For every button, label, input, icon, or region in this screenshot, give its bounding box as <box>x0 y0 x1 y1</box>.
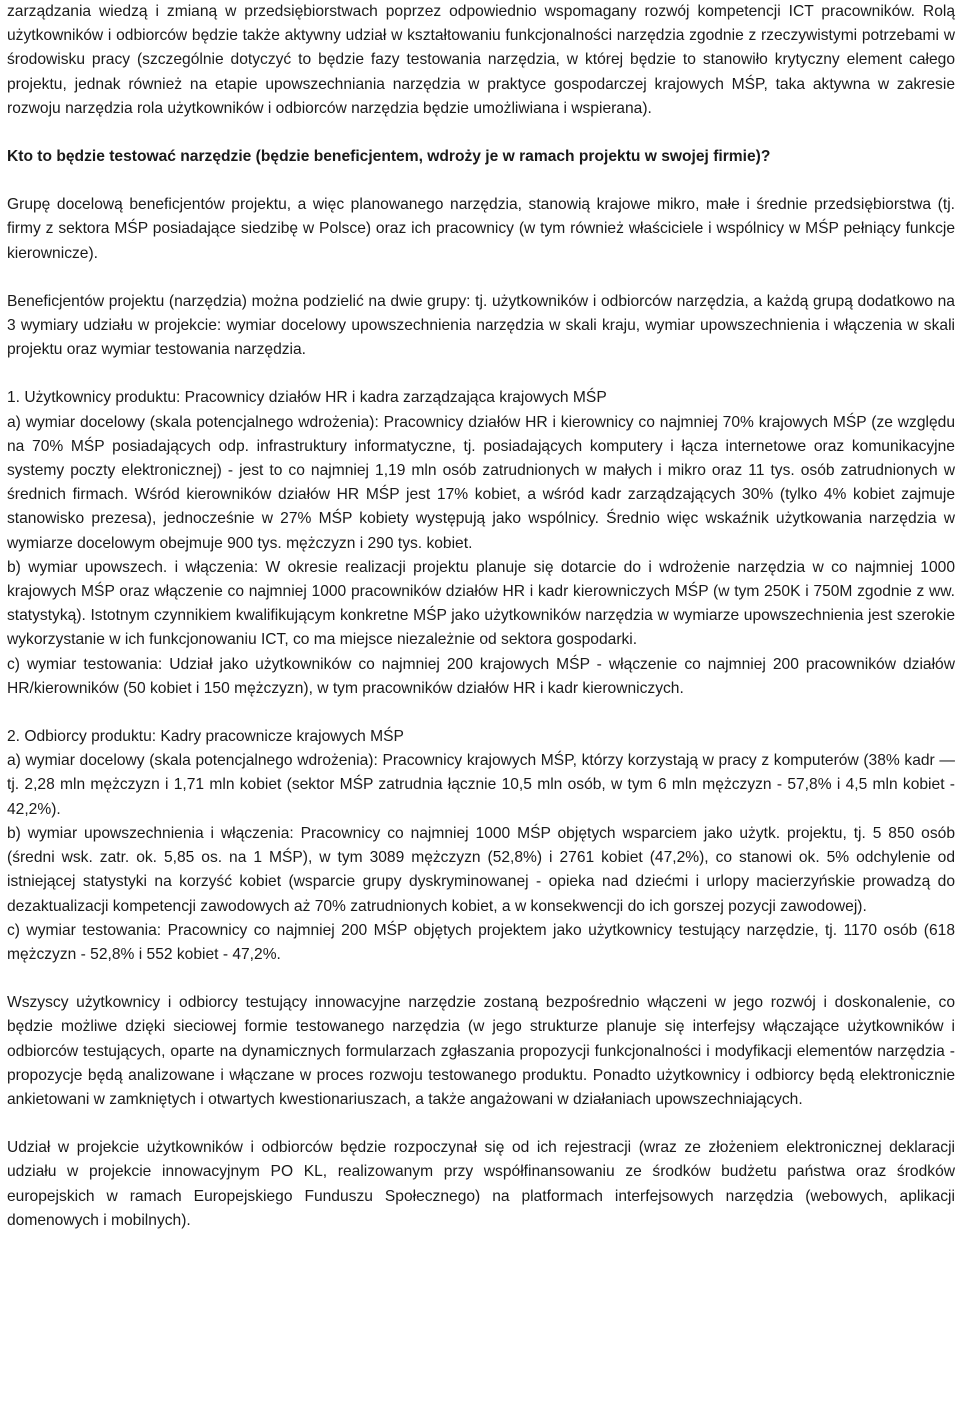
spacer <box>7 701 955 725</box>
spacer <box>7 169 955 193</box>
spacer <box>7 967 955 991</box>
spacer <box>7 362 955 386</box>
groups-paragraph: Beneficjentów projektu (narzędzia) można podzielić na dwie grupy: tj. użytkowników i odbiorców narzędzia, a każdą grupą dodatkowo na 3 wymiary udziału w projekcie: wymiar docelowy upowszechnienia narzędzia w skali kraju, wymiar upowszechnienia i włączenia w skali projektu oraz wymiar testowania narzędzia. <box>7 292 955 359</box>
all-users-paragraph: Wszyscy użytkownicy i odbiorcy testujący innowacyjne narzędzie zostaną bezpośrednio włączeni w jego rozwój i doskonalenie, co będzie możliwe dzięki sieciowej formie testowanego narzędzia (w jego strukturze planuje się interfejsy włączające użytkowników i odbiorców testujących, oparte na dynamicznych formularzach zgłaszania propozycji funkcjonalności i modyfikacji elementów narzędzia - propozycje będą analizowane i włączane w proces rozwoju testowanego produktu. Ponadto użytkownicy i odbiorcy będą elektronicznie ankietowani w zamkniętych i otwartych kwestionariuszach, a także angażowani w działaniach upowszechniających. <box>7 994 955 1108</box>
question-heading: Kto to będzie testować narzędzie (będzie beneficjentem, wdroży je w ramach projektu w swojej firmie)? <box>7 148 771 166</box>
users-dimension-c: c) wymiar testowania: Udział jako użytkowników co najmniej 200 krajowych MŚP - włączenie co najmniej 200 pracowników działów HR/kierowników (50 kobiet i 150 mężczyzn), w tym pracowników działów HR i kadr kierowniczych. <box>7 655 955 697</box>
spacer <box>7 1112 955 1136</box>
users-dimension-b: b) wymiar upowszech. i włączenia: W okresie realizacji projektu planuje się dotarcie do i wdrożenie narzędzia w co najmniej 1000 krajowych MŚP oraz włączenie co najmniej 1000 pracowników działów HR i kadr kierowniczych MŚP (w tym 250K i 750M zgodnie z ww. statystyką). Istotnym czynnikiem kwalifikującym konkretne MŚP jako użytkowników narzędzia w wymiarze upowszechnienia jest szerokie wykorzystanie w ich funkcjonowaniu ICT, co ma miejsce niezależnie od sektora gospodarki. <box>7 558 955 649</box>
spacer <box>7 266 955 290</box>
users-heading: 1. Użytkownicy produktu: Pracownicy działów HR i kadra zarządzająca krajowych MŚP <box>7 389 607 407</box>
spacer <box>7 121 955 145</box>
recipients-dimension-a: a) wymiar docelowy (skala potencjalnego wdrożenia): Pracownicy krajowych MŚP, którzy korzystają w pracy z komputerów (38% kadr — tj. 2,28 mln mężczyzn i 1,71 mln kobiet (sektor MŚP zatrudnia łącznie 10,5 mln osób, w tym 6 mln mężczyzn - 57,8% i 4,5 mln kobiet - 42,2%). <box>7 752 955 818</box>
document-page <box>7 0 955 1233</box>
recipients-dimension-c: c) wymiar testowania: Pracownicy co najmniej 200 MŚP objętych projektem jako użytkownicy testujący narzędzie, tj. 1170 osób (618 mężczyzn - 52,8% i 552 kobiet - 47,2%. <box>7 921 955 963</box>
users-dimension-a: a) wymiar docelowy (skala potencjalnego wdrożenia): Pracownicy działów HR i kierownicy co najmniej 70% krajowych MŚP (ze względu na 70% MŚP posiadających odp. infrastruktury informatyczne, tj. posiadających komputery i łącza internetowe oraz komunikacyjne systemy poczty elektronicznej) - jest to co najmniej 1,19 mln osób zatrudnionych w małych i mikro oraz 11 tys. osób zatrudnionych w średnich firmach. Wśród kierowników działów HR MŚP jest 17% kobiet, a wśród kadr zarządzających 30% (tylko 4% kobiet zajmuje stanowisko prezesa), jednocześnie w 27% MŚP kobiety występują jako wspólnicy. Średnio więc wskaźnik użytkowania narzędzia w wymiarze docelowym obejmuje 900 tys. mężczyzn i 290 tys. kobiet. <box>7 413 955 552</box>
recipients-heading: 2. Odbiorcy produktu: Kadry pracownicze krajowych MŚP <box>7 728 404 746</box>
participation-paragraph: Udział w projekcie użytkowników i odbiorców będzie rozpoczynał się od ich rejestracji (wraz ze złożeniem elektronicznej deklaracji udziału w projekcie innowacyjnym PO KL, realizowanym przy współfinansowaniu ze środków budżetu państwa oraz środków europejskich w ramach Europejskiego Funduszu Społecznego) na platformach interfejsowych narzędzia (webowych, aplikacji domenowych i mobilnych). <box>7 1139 955 1229</box>
recipients-dimension-b: b) wymiar upowszechnienia i włączenia: Pracownicy co najmniej 1000 MŚP objętych wsparciem jako użytk. projektu, tj. 5 850 osób (średni wsk. zatr. ok. 5,85 os. na 1 MŚP), w tym 3089 mężczyzn (52,8%) i 2761 kobiet (47,2%), co stanowi ok. 5% odchylenie od istniejącej statystyki na korzyść kobiet (wsparcie grupy dyskryminowanej - opieka nad dziećmi i urlopy macierzyńskie prowadzą do dezaktualizacji kompetencji zawodowych aż 70% zatrudnionych kobiet, a w konsekwencji do ich gorszej pozycji zawodowej). <box>7 824 955 915</box>
target-group-paragraph: Grupę docelową beneficjentów projektu, a więc planowanego narzędzia, stanowią krajowe mikro, małe i średnie przedsiębiorstwa (tj. firmy z sektora MŚP posiadające siedzibę w Polsce) oraz ich pracownicy (w tym również właściciele i wspólnicy w MŚP pełniący funkcje kierownicze). <box>7 196 955 262</box>
intro-paragraph: zarządzania wiedzą i zmianą w przedsiębiorstwach poprzez odpowiednio wspomagany rozwój kompetencji ICT pracowników. Rolą użytkowników i odbiorców będzie także aktywny udział w kształtowaniu funkcjonalności narzędzia zgodnie z rzeczywistymi potrzebami w środowisku pracy (szczególnie dotyczyć to będzie fazy testowania narzędzia, w której będzie to stanowiło krytyczny element całego projektu, jednak również na etapie upowszechniania narzędzia w praktyce gospodarczej krajowych MŚP, taka aktywna w zakresie rozwoju narzędzia rola użytkowników i odbiorców narzędzia będzie umożliwiana i wspierana). <box>7 3 955 117</box>
